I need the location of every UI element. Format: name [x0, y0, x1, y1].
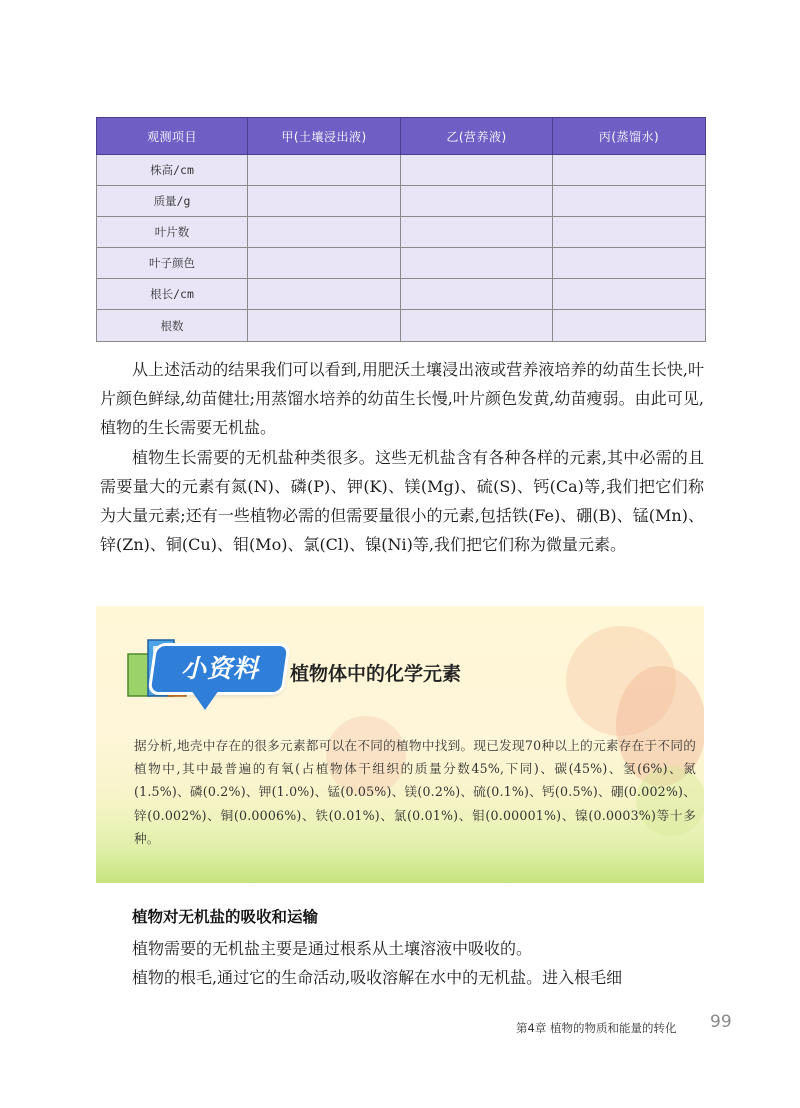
header-distilled-water: 丙(蒸馏水) [553, 118, 706, 155]
cell [553, 217, 706, 248]
header-item: 观测项目 [97, 118, 248, 155]
row-label: 根长/cm [97, 279, 248, 310]
row-label: 根数 [97, 310, 248, 342]
table-row [97, 155, 706, 186]
cell [248, 248, 401, 279]
paragraph-elements: 植物生长需要的无机盐种类很多。这些无机盐含有各种各样的元素,其中必需的且需要量大的元素有氮(N)、磷(P)、钾(K)、镁(Mg)、硫(S)、钙(Ca)等,我们把它们称为大量元素;还有一些植物必需的但需要量很小的元素,包括铁(Fe)、硼(B)、锰(Mn)、锌(Zn)、铜(Cu)、钼(Mo)、氯(Cl)、镍(Ni)等,我们把它们称为微量元素。 [100, 448, 704, 554]
info-text: 据分析,地壳中存在的很多元素都可以在不同的植物中找到。现已发现70种以上的元素存在于不同的植物中,其中最普遍的有氧(占植物体干组织的质量分数45%,下同)、碳(45%)、氢(6%)、氮(1.5%)、磷(0.2%)、钾(1.0%)、锰(0.05%)、镁(0.2%)、硫(0.1%)、钙(0.5%)、硼(0.002%)、锌(0.002%)、铜(0.0006%)、铁(0.01%)、氯(0.01%)、钼(0.00001%)、镍(0.0003%)等十多种。 [134, 738, 696, 846]
info-box [96, 606, 704, 883]
cell [248, 217, 401, 248]
table-row [97, 248, 706, 279]
cell [553, 155, 706, 186]
table-row [97, 217, 706, 248]
cell [553, 186, 706, 217]
header-nutrient-solution: 乙(营养液) [401, 118, 553, 155]
cell [401, 310, 553, 342]
table-row [97, 279, 706, 310]
table-header-row [97, 118, 706, 155]
cell [248, 186, 401, 217]
cell [401, 279, 553, 310]
row-label: 叶片数 [97, 217, 248, 248]
table-row [97, 310, 706, 342]
row-label: 质量/g [97, 186, 248, 217]
row-label: 叶子颜色 [97, 248, 248, 279]
paragraph-result: 从上述活动的结果我们可以看到,用肥沃土壤浸出液或营养液培养的幼苗生长快,叶片颜色鲜绿,幼苗健壮;用蒸馏水培养的幼苗生长慢,叶片颜色发黄,幼苗瘦弱。由此可见,植物的生长需要无机盐。 [100, 360, 704, 437]
info-title: 植物体中的化学元素 [290, 663, 462, 685]
section-line-2: 植物的根毛,通过它的生命活动,吸收溶解在水中的无机盐。进入根毛细 [132, 968, 623, 987]
cell [248, 155, 401, 186]
cell [248, 310, 401, 342]
cell [553, 279, 706, 310]
cell [553, 248, 706, 279]
page-number: 99 [710, 1012, 732, 1032]
info-label: 小资料 [180, 654, 259, 683]
footer-chapter: 第4章 植物的物质和能量的转化 [516, 1021, 677, 1035]
section-line-1: 植物需要的无机盐主要是通过根系从土壤溶液中吸收的。 [132, 939, 533, 958]
cell [401, 248, 553, 279]
cell [401, 155, 553, 186]
row-label: 株高/cm [97, 155, 248, 186]
header-soil-extract: 甲(土壤浸出液) [248, 118, 401, 155]
cell [248, 279, 401, 310]
observation-table [96, 117, 706, 342]
cell [553, 310, 706, 342]
label-bubble-tail [191, 690, 219, 710]
cell [401, 217, 553, 248]
table-row [97, 186, 706, 217]
cell [401, 186, 553, 217]
section-title: 植物对无机盐的吸收和运输 [132, 908, 319, 926]
